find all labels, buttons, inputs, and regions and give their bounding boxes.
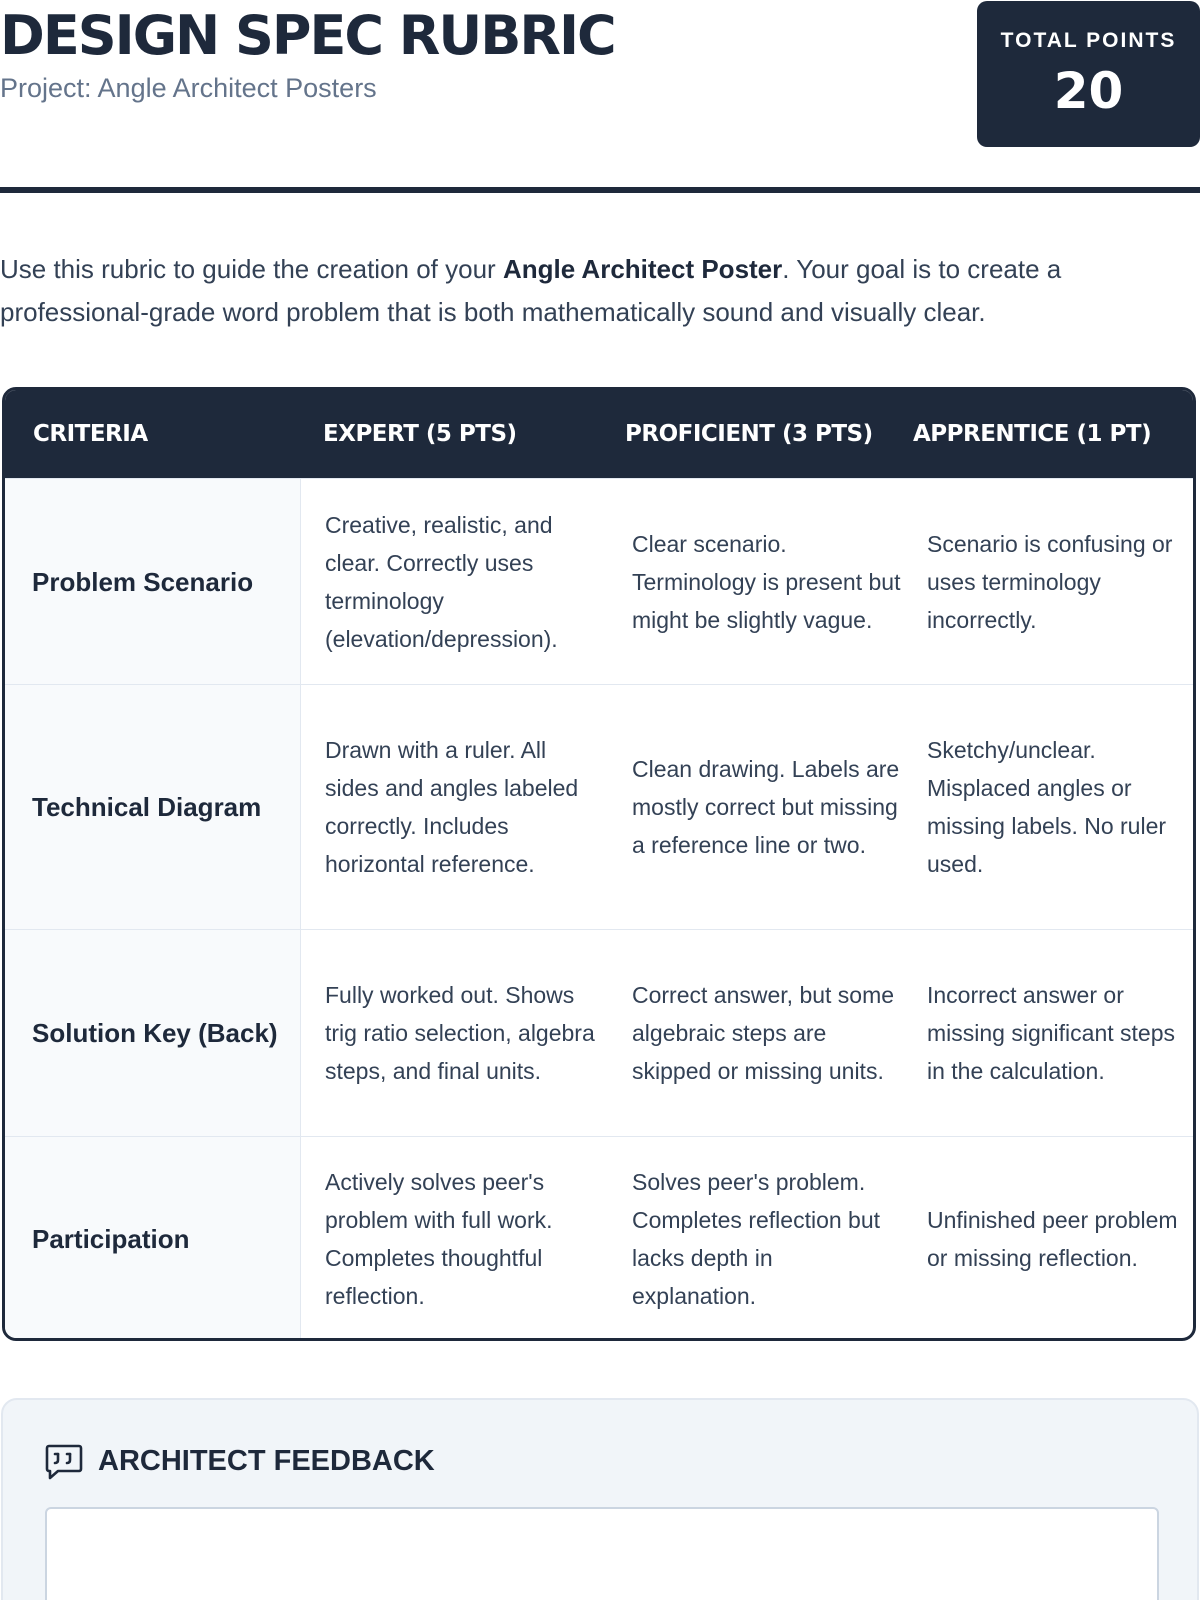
intro-text-end: . Your goal is to create a professional-grade word problem that is both mathematically sound and visually clear. [0, 254, 1062, 327]
header-divider [0, 187, 1200, 193]
intro-text-start: Use this rubric to guide the creation of your [0, 254, 503, 284]
apprentice-cell: Incorrect answer or missing significant steps in the calculation. [927, 982, 1175, 1084]
comment-quote-icon [45, 1443, 83, 1481]
rubric-row [5, 1136, 1193, 1341]
criteria-cell: Problem Scenario [5, 479, 301, 684]
criteria-cell: Participation [5, 1137, 301, 1341]
proficient-cell: Clean drawing. Labels are mostly correct but missing a reference line or two. [632, 756, 900, 858]
page-title: DESIGN SPEC RUBRIC [0, 4, 615, 67]
expert-cell: Fully worked out. Shows trig ratio selection, algebra steps, and final units. [325, 982, 595, 1084]
total-points-value: 20 [1053, 62, 1124, 120]
expert-cell: Actively solves peer's problem with full work. Completes thoughtful reflection. [325, 1169, 553, 1309]
intro-text-bold: Angle Architect Poster [502, 254, 783, 284]
intro-paragraph [0, 248, 1190, 334]
proficient-cell: Correct answer, but some algebraic steps are skipped or missing units. [632, 982, 895, 1084]
proficient-cell: Clear scenario. Terminology is present but might be slightly vague. [632, 530, 901, 633]
feedback-title: ARCHITECT FEEDBACK [98, 1445, 435, 1477]
apprentice-cell: Sketchy/unclear. Misplaced angles or missing labels. No ruler used. [927, 737, 1167, 877]
rubric-header-row [5, 390, 1193, 478]
total-points-label: TOTAL POINTS [1000, 29, 1177, 52]
header-proficient: PROFICIENT (3 PTS) [625, 421, 873, 447]
rubric-row [5, 684, 1193, 929]
proficient-cell: Solves peer's problem. Completes reflection but lacks depth in explanation. [632, 1169, 881, 1309]
expert-cell: Creative, realistic, and clear. Correctly uses terminology (elevation/depression). [325, 511, 558, 652]
rubric-table [2, 387, 1196, 1341]
header-criteria: CRITERIA [33, 421, 148, 447]
header-apprentice: APPRENTICE (1 PT) [913, 421, 1152, 447]
apprentice-cell: Unfinished peer problem or missing reflection. [927, 1207, 1178, 1271]
expert-cell: Drawn with a ruler. All sides and angles labeled correctly. Includes horizontal reference. [325, 737, 579, 877]
feedback-panel [1, 1398, 1199, 1600]
total-points-badge [977, 1, 1200, 147]
feedback-textarea[interactable] [45, 1507, 1159, 1600]
rubric-row [5, 478, 1193, 684]
criteria-cell: Solution Key (Back) [5, 930, 301, 1136]
criteria-cell: Technical Diagram [5, 685, 301, 929]
header-expert: EXPERT (5 PTS) [323, 421, 517, 447]
apprentice-cell: Scenario is confusing or uses terminology incorrectly. [927, 530, 1173, 633]
project-subtitle: Project: Angle Architect Posters [0, 73, 377, 103]
rubric-row [5, 929, 1193, 1136]
